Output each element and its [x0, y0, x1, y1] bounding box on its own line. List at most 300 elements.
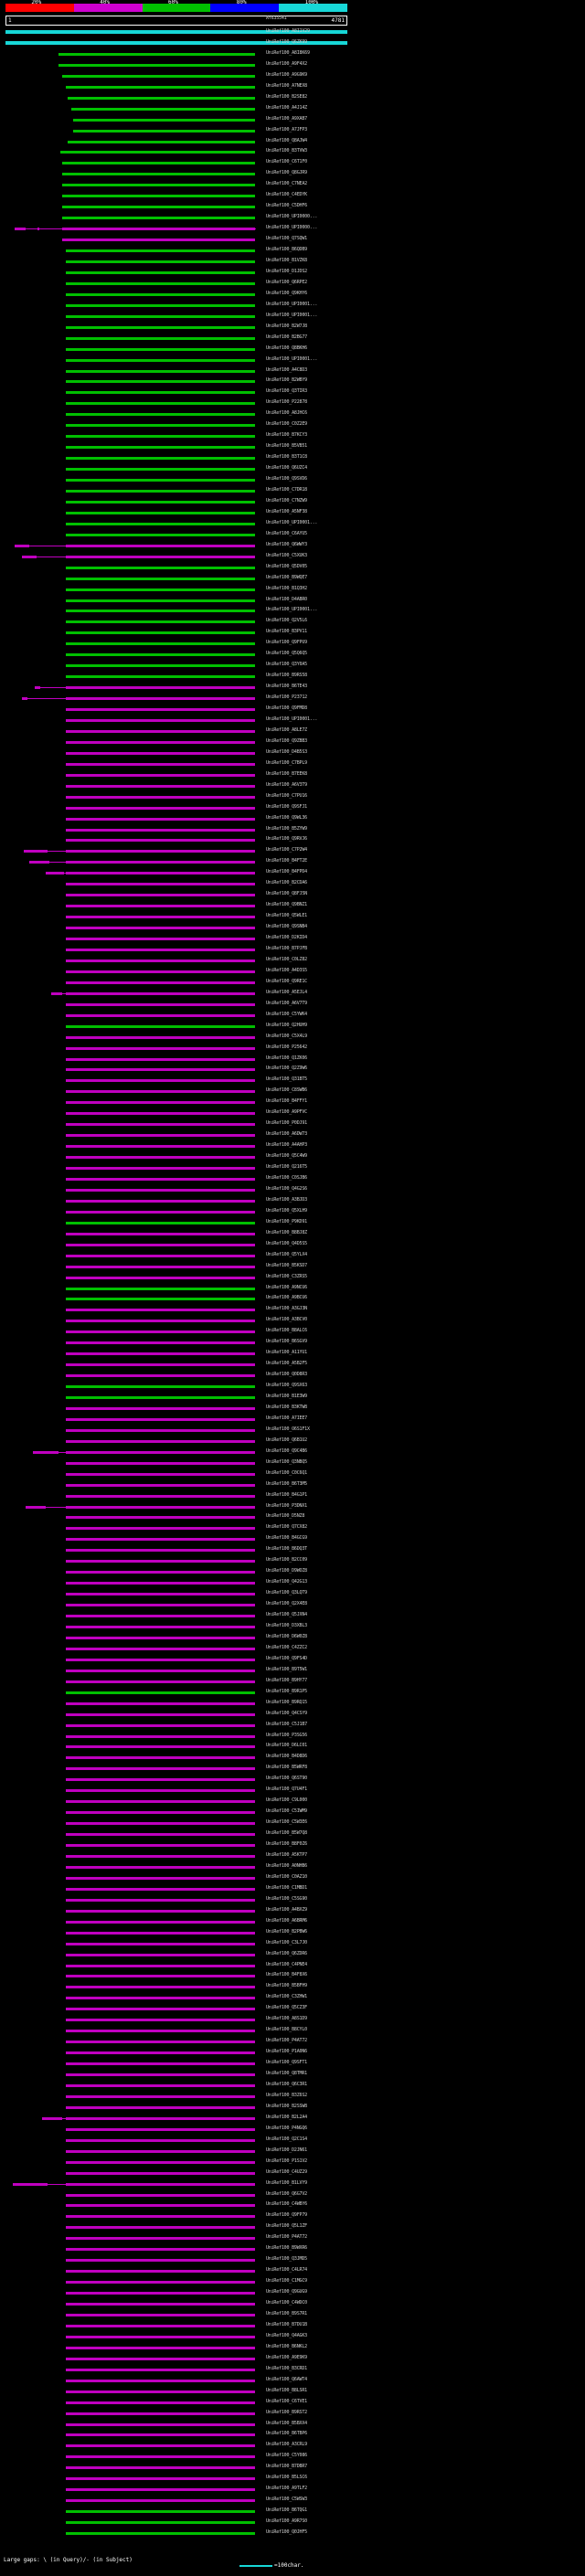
hit-segment[interactable]: [66, 1396, 255, 1399]
hit-row[interactable]: [0, 2453, 585, 2461]
hit-label[interactable]: UniRef100_Q9FP79: [266, 2212, 307, 2219]
hit-segment[interactable]: [62, 195, 255, 197]
hit-row[interactable]: [0, 957, 585, 965]
hit-row[interactable]: [0, 1754, 585, 1762]
hit-row[interactable]: [0, 498, 585, 506]
hit-row[interactable]: [0, 247, 585, 255]
hit-row[interactable]: [0, 684, 585, 692]
hit-label[interactable]: UniRef100_C0AZ10: [266, 1873, 307, 1880]
hit-row[interactable]: [0, 2267, 585, 2275]
hit-label[interactable]: UniRef100_Q5XLH9: [266, 1207, 307, 1214]
hit-segment[interactable]: [66, 2369, 255, 2371]
hit-row[interactable]: [0, 2475, 585, 2483]
hit-segment[interactable]: [66, 545, 255, 547]
hit-label[interactable]: UniRef100_D6LC01: [266, 1743, 307, 1749]
hit-label[interactable]: UniRef100_Q6G7V2: [266, 2190, 307, 2197]
hit-row[interactable]: [0, 694, 585, 703]
hit-row[interactable]: [0, 553, 585, 561]
hit-segment[interactable]: [66, 337, 255, 340]
hit-segment[interactable]: [66, 675, 255, 678]
hit-row[interactable]: [0, 2049, 585, 2057]
hit-segment[interactable]: [66, 883, 255, 885]
hit-segment[interactable]: [66, 2510, 255, 2513]
hit-label[interactable]: UniRef100_A6V7T9: [266, 1000, 307, 1006]
hit-row[interactable]: [0, 1361, 585, 1369]
hit-label[interactable]: UniRef100_Q9SNB4: [266, 924, 307, 930]
hit-segment[interactable]: [66, 2183, 255, 2186]
hit-row[interactable]: [0, 727, 585, 736]
hit-label[interactable]: UniRef100_C0Z2E9: [266, 421, 307, 428]
hit-row[interactable]: [0, 542, 585, 550]
hit-row[interactable]: [0, 924, 585, 932]
hit-label[interactable]: UniRef100_Q1ZK06: [266, 1055, 307, 1061]
hit-segment[interactable]: [66, 1298, 255, 1300]
hit-label[interactable]: UniRef100_Q9RVJ6: [266, 836, 307, 843]
hit-row[interactable]: [0, 334, 585, 343]
hit-segment[interactable]: [66, 642, 255, 645]
hit-label[interactable]: UniRef100_Q0D8R3: [266, 1372, 307, 1378]
hit-row[interactable]: [0, 1852, 585, 1860]
hit-label[interactable]: UniRef100_A3BCV0: [266, 1317, 307, 1323]
hit-label[interactable]: UniRef100_B6SGV9: [266, 1339, 307, 1345]
hit-label[interactable]: UniRef100_Q6ZDR6: [266, 1950, 307, 1956]
hit-row[interactable]: [0, 1426, 585, 1435]
hit-segment[interactable]: [66, 1320, 255, 1322]
hit-label[interactable]: UniRef100_UPI0001...: [266, 355, 318, 362]
hit-row[interactable]: [0, 2507, 585, 2516]
hit-label[interactable]: UniRef100_Q5DV05: [266, 563, 307, 569]
hit-row[interactable]: [0, 1972, 585, 1980]
hit-segment[interactable]: [66, 1670, 255, 1672]
hit-label[interactable]: UniRef100_B8BJ8Z: [266, 1229, 307, 1235]
hit-segment[interactable]: [66, 1571, 255, 1574]
hit-row[interactable]: [0, 1951, 585, 1959]
hit-segment[interactable]: [66, 424, 255, 427]
hit-label[interactable]: UniRef100_Q6ST90: [266, 1776, 307, 1782]
hit-row[interactable]: [0, 116, 585, 124]
hit-row[interactable]: [0, 1448, 585, 1457]
hit-label[interactable]: UniRef100_Q9SFJ1: [266, 803, 307, 810]
hit-label[interactable]: UniRef100_Q2V5L6: [266, 618, 307, 624]
hit-row[interactable]: [0, 1689, 585, 1697]
hit-segment[interactable]: [66, 468, 255, 471]
hit-row[interactable]: [0, 2060, 585, 2068]
hit-segment[interactable]: [66, 1899, 255, 1902]
hit-label[interactable]: UniRef100_C7NEA2: [266, 181, 307, 187]
hit-label[interactable]: UniRef100_UPI0000...: [266, 214, 318, 220]
hit-row[interactable]: [0, 1896, 585, 1904]
hit-label[interactable]: UniRef100_C7BPL9: [266, 759, 307, 766]
hit-segment[interactable]: [66, 1036, 255, 1039]
hit-row[interactable]: [0, 869, 585, 877]
hit-label[interactable]: UniRef100_B9S7R1: [266, 2311, 307, 2316]
hit-segment[interactable]: [58, 64, 255, 67]
hit-label[interactable]: UniRef100_B1E3W9: [266, 1394, 307, 1400]
hit-segment[interactable]: [66, 1986, 255, 1988]
hit-segment[interactable]: [66, 1484, 255, 1487]
hit-label[interactable]: UniRef100_B2L2A4: [266, 2114, 307, 2120]
hit-row[interactable]: [0, 1230, 585, 1238]
hit-label[interactable]: UniRef100_A5NF38: [266, 508, 307, 514]
hit-segment[interactable]: [24, 850, 48, 853]
hit-segment[interactable]: [66, 523, 255, 525]
hit-segment[interactable]: [66, 348, 255, 351]
hit-segment[interactable]: [62, 228, 255, 230]
hit-row[interactable]: [0, 127, 585, 135]
hit-segment[interactable]: [66, 1626, 255, 1628]
hit-label[interactable]: UniRef100_P0DJ91: [266, 1120, 307, 1127]
hit-segment[interactable]: [66, 1123, 255, 1126]
hit-label[interactable]: UniRef100_B4GCG9: [266, 1535, 307, 1542]
hit-segment[interactable]: [66, 1943, 255, 1945]
hit-row[interactable]: [0, 83, 585, 91]
hit-segment[interactable]: [66, 2030, 255, 2032]
hit-row[interactable]: [0, 990, 585, 998]
hit-segment[interactable]: [66, 1014, 255, 1017]
hit-segment[interactable]: [66, 2390, 255, 2393]
hit-segment[interactable]: [66, 1855, 255, 1858]
hit-row[interactable]: [0, 2322, 585, 2330]
hit-row[interactable]: [0, 1830, 585, 1839]
hit-segment[interactable]: [66, 1495, 255, 1498]
hit-segment[interactable]: [66, 741, 255, 744]
hit-label[interactable]: UniRef100_Q2Z9W6: [266, 1065, 307, 1072]
hit-row[interactable]: [0, 2442, 585, 2450]
hit-row[interactable]: [0, 2421, 585, 2429]
hit-label[interactable]: UniRef100_A7NEX8: [266, 82, 307, 89]
hit-segment[interactable]: [66, 556, 255, 558]
hit-label[interactable]: UniRef100_B2CDA6: [266, 880, 307, 886]
hit-label[interactable]: UniRef100_C8SWB6: [266, 1087, 307, 1094]
hit-segment[interactable]: [66, 2237, 255, 2240]
hit-segment[interactable]: [66, 1506, 255, 1509]
hit-row[interactable]: [0, 1645, 585, 1653]
hit-segment[interactable]: [66, 959, 255, 962]
hit-segment[interactable]: [66, 2521, 255, 2524]
hit-label[interactable]: UniRef100_Q9SFT1: [266, 2060, 307, 2066]
hit-row[interactable]: [0, 258, 585, 266]
hit-label[interactable]: UniRef100_B6DQ3T: [266, 1546, 307, 1553]
hit-row[interactable]: [0, 2071, 585, 2079]
hit-row[interactable]: [0, 738, 585, 747]
hit-label[interactable]: UniRef100_Q8FJ5N: [266, 891, 307, 897]
hit-label[interactable]: UniRef100_Q6AWT4: [266, 2376, 307, 2382]
hit-segment[interactable]: [66, 2150, 255, 2153]
hit-row[interactable]: [0, 280, 585, 288]
hit-segment[interactable]: [66, 818, 255, 821]
hit-segment[interactable]: [60, 151, 255, 154]
hit-row[interactable]: [0, 2344, 585, 2352]
hit-segment[interactable]: [66, 1866, 255, 1869]
hit-row[interactable]: [0, 225, 585, 233]
hit-label[interactable]: UniRef100_A5B2F5: [266, 1361, 307, 1367]
hit-segment[interactable]: [66, 1112, 255, 1115]
hit-label[interactable]: UniRef100_Q6ZK99: [266, 38, 307, 45]
hit-row[interactable]: [0, 181, 585, 189]
hit-segment[interactable]: [66, 1954, 255, 1956]
hit-row[interactable]: [0, 804, 585, 812]
hit-segment[interactable]: [66, 1560, 255, 1563]
hit-label[interactable]: UniRef100_B6TBP6: [266, 2431, 307, 2437]
hit-row[interactable]: [0, 1415, 585, 1424]
hit-segment[interactable]: [66, 1527, 255, 1530]
hit-segment[interactable]: [66, 1767, 255, 1770]
hit-row[interactable]: [0, 2496, 585, 2505]
hit-row[interactable]: [0, 1492, 585, 1500]
hit-label[interactable]: UniRef100_B6QDB9: [266, 247, 307, 253]
hit-label[interactable]: UniRef100_B9R1P5: [266, 1688, 307, 1694]
hit-label[interactable]: UniRef100_Q42G13: [266, 1579, 307, 1585]
hit-segment[interactable]: [66, 774, 255, 777]
hit-row[interactable]: [0, 2016, 585, 2024]
hit-label[interactable]: UniRef100_C0SJB6: [266, 1174, 307, 1181]
hit-segment[interactable]: [66, 2380, 255, 2382]
hit-label[interactable]: UniRef100_C0C6Q1: [266, 1469, 307, 1476]
hit-segment[interactable]: [66, 402, 255, 405]
hit-row[interactable]: [0, 1405, 585, 1413]
hit-label[interactable]: UniRef100_C3ZHW1: [266, 1994, 307, 2000]
hit-row[interactable]: [0, 1678, 585, 1686]
hit-label[interactable]: UniRef100_UPI0001...: [266, 301, 318, 307]
hit-label[interactable]: UniRef100_B8ALC6: [266, 1328, 307, 1334]
hit-label[interactable]: UniRef100_P3SG56: [266, 1732, 307, 1738]
hit-segment[interactable]: [66, 501, 255, 504]
hit-row[interactable]: [0, 1929, 585, 1937]
hit-label[interactable]: UniRef100_UPI0001...: [266, 607, 318, 613]
hit-label[interactable]: UniRef100_C4ZZC2: [266, 1644, 307, 1650]
hit-label[interactable]: UniRef100_A9NCU6: [266, 1284, 307, 1290]
hit-label[interactable]: UniRef100_Q9ZBB3: [266, 737, 307, 744]
hit-row[interactable]: [0, 629, 585, 637]
hit-segment[interactable]: [37, 228, 39, 230]
hit-row[interactable]: [0, 1437, 585, 1446]
hit-label[interactable]: UniRef100_Q4AGK3: [266, 2332, 307, 2338]
hit-label[interactable]: UniRef100_B4FPD4: [266, 869, 307, 875]
hit-label[interactable]: UniRef100_P4AT72: [266, 2234, 307, 2241]
hit-row[interactable]: [0, 2093, 585, 2101]
hit-label[interactable]: UniRef100_UPI0001...: [266, 716, 318, 722]
hit-label[interactable]: UniRef100_UPI0001...: [266, 519, 318, 525]
hit-label[interactable]: UniRef100_A4J14Z: [266, 104, 307, 111]
hit-label[interactable]: UniRef100_B9WXR6: [266, 2245, 307, 2252]
hit-label[interactable]: UniRef100_Q9FMD8: [266, 705, 307, 712]
hit-row[interactable]: [0, 28, 585, 37]
hit-segment[interactable]: [66, 2532, 255, 2535]
hit-label[interactable]: UniRef100_A0NHB6: [266, 1862, 307, 1869]
hit-segment[interactable]: [35, 686, 40, 689]
hit-row[interactable]: [0, 2366, 585, 2374]
hit-segment[interactable]: [66, 1090, 255, 1093]
hit-label[interactable]: UniRef100_B9RST2: [266, 2409, 307, 2415]
hit-label[interactable]: UniRef100_Q7U4F1: [266, 1786, 307, 1793]
hit-label[interactable]: UniRef100_A7JFP3: [266, 126, 307, 133]
hit-row[interactable]: [0, 826, 585, 834]
hit-label[interactable]: UniRef100_A3BJD3: [266, 1196, 307, 1203]
hit-segment[interactable]: [66, 2204, 255, 2207]
hit-label[interactable]: UniRef100_B8LSR1: [266, 2387, 307, 2393]
hit-segment[interactable]: [15, 228, 26, 230]
hit-segment[interactable]: [66, 1047, 255, 1050]
hit-label[interactable]: UniRef100_Q9RE1C: [266, 978, 307, 984]
hit-label[interactable]: UniRef100_C5X4L9: [266, 1033, 307, 1039]
hit-row[interactable]: [0, 410, 585, 419]
hit-label[interactable]: UniRef100_D9WOZ8: [266, 1568, 307, 1574]
hit-label[interactable]: UniRef100_C7DR18: [266, 486, 307, 493]
hit-label[interactable]: UniRef100_C6TVE1: [266, 2398, 307, 2404]
hit-row[interactable]: [0, 192, 585, 200]
hit-label[interactable]: UniRef100_B7KCY3: [266, 432, 307, 439]
hit-row[interactable]: [0, 487, 585, 495]
hit-segment[interactable]: [66, 2194, 255, 2197]
hit-row[interactable]: [0, 1241, 585, 1249]
hit-label[interactable]: UniRef100_C5WSW3: [266, 2496, 307, 2503]
hit-row[interactable]: [0, 432, 585, 440]
hit-label[interactable]: UniRef100_Q7SQW1: [266, 236, 307, 242]
hit-row[interactable]: [0, 1252, 585, 1260]
hit-label[interactable]: UniRef100_Q5YLX4: [266, 1251, 307, 1257]
hit-segment[interactable]: [66, 2062, 255, 2065]
hit-segment[interactable]: [66, 1637, 255, 1639]
hit-row[interactable]: [0, 1819, 585, 1828]
hit-row[interactable]: [0, 1907, 585, 1915]
hit-segment[interactable]: [66, 293, 255, 296]
hit-row[interactable]: [0, 236, 585, 244]
hit-segment[interactable]: [66, 1222, 255, 1224]
hit-row[interactable]: [0, 782, 585, 790]
hit-label[interactable]: UniRef100_B7PJFB: [266, 945, 307, 951]
hit-row[interactable]: [0, 1808, 585, 1817]
hit-row[interactable]: [0, 170, 585, 178]
hit-segment[interactable]: [66, 86, 255, 89]
hit-segment[interactable]: [66, 435, 255, 438]
hit-label[interactable]: UniRef100_B3CRD1: [266, 2365, 307, 2371]
hit-segment[interactable]: [66, 1440, 255, 1443]
hit-row[interactable]: [0, 858, 585, 866]
hit-label[interactable]: UniRef100_Q4G2S6: [266, 1185, 307, 1192]
hit-row[interactable]: [0, 564, 585, 572]
hit-segment[interactable]: [66, 620, 255, 623]
hit-row[interactable]: [0, 2256, 585, 2264]
hit-label[interactable]: UniRef100_B3TVW3: [266, 148, 307, 154]
hit-row[interactable]: [0, 1918, 585, 1926]
hit-label[interactable]: UniRef100_B7DBR7: [266, 2464, 307, 2470]
hit-segment[interactable]: [66, 1200, 255, 1203]
hit-row[interactable]: [0, 1841, 585, 1850]
hit-label[interactable]: UniRef100_Q6RPE2: [266, 279, 307, 285]
hit-row[interactable]: [0, 749, 585, 758]
hit-segment[interactable]: [66, 2477, 255, 2480]
hit-segment[interactable]: [62, 217, 255, 219]
hit-label[interactable]: UniRef100_Q0JHF5: [266, 2529, 307, 2536]
hit-segment[interactable]: [66, 1385, 255, 1388]
hit-segment[interactable]: [46, 872, 64, 875]
hit-label[interactable]: UniRef100_B8F0Z6: [266, 1841, 307, 1848]
hit-label[interactable]: UniRef100_A4AHP3: [266, 1142, 307, 1149]
hit-segment[interactable]: [66, 916, 255, 918]
hit-row[interactable]: [0, 1394, 585, 1402]
hit-row[interactable]: [0, 618, 585, 626]
hit-label[interactable]: UniRef100_B4FT2E: [266, 858, 307, 864]
hit-row[interactable]: [0, 705, 585, 714]
hit-segment[interactable]: [66, 631, 255, 634]
hit-label[interactable]: UniRef100_B2SSW8: [266, 2103, 307, 2109]
hit-label[interactable]: UniRef100_B4F8X6: [266, 1972, 307, 1978]
hit-label[interactable]: UniRef100_B9RS58: [266, 673, 307, 679]
hit-row[interactable]: [0, 454, 585, 462]
hit-label[interactable]: UniRef100_B8CYL0: [266, 2027, 307, 2033]
hit-label[interactable]: UniRef100_C5IWM9: [266, 1808, 307, 1815]
hit-row[interactable]: [0, 443, 585, 451]
hit-row[interactable]: [0, 2529, 585, 2538]
hit-label[interactable]: UniRef100_B5BFH9: [266, 1983, 307, 1989]
hit-row[interactable]: [0, 716, 585, 725]
hit-row[interactable]: [0, 640, 585, 648]
hit-row[interactable]: [0, 399, 585, 408]
hit-row[interactable]: [0, 1306, 585, 1314]
hit-row[interactable]: [0, 1372, 585, 1380]
hit-segment[interactable]: [66, 2412, 255, 2415]
hit-segment[interactable]: [66, 2466, 255, 2469]
hit-label[interactable]: UniRef100_C4WBY6: [266, 2201, 307, 2208]
hit-segment[interactable]: [66, 1691, 255, 1694]
hit-row[interactable]: [0, 1001, 585, 1009]
hit-label[interactable]: UniRef100_B6TQG1: [266, 2507, 307, 2514]
hit-segment[interactable]: [66, 567, 255, 569]
hit-row[interactable]: [0, 291, 585, 299]
hit-label[interactable]: UniRef100_A6V3T9: [266, 781, 307, 788]
hit-segment[interactable]: [66, 1233, 255, 1235]
hit-row[interactable]: [0, 1459, 585, 1468]
hit-segment[interactable]: [66, 664, 255, 667]
hit-row[interactable]: [0, 1153, 585, 1161]
hit-label[interactable]: UniRef100_B5KSD7: [266, 1262, 307, 1268]
hit-label[interactable]: UniRef100_A9G9K9: [266, 71, 307, 78]
hit-segment[interactable]: [66, 1101, 255, 1104]
hit-row[interactable]: [0, 203, 585, 211]
hit-segment[interactable]: [66, 1713, 255, 1716]
hit-segment[interactable]: [66, 872, 255, 875]
hit-label[interactable]: UniRef100_C5J1B7: [266, 1721, 307, 1727]
hit-row[interactable]: [0, 1120, 585, 1129]
hit-row[interactable]: [0, 2399, 585, 2407]
hit-row[interactable]: [0, 1962, 585, 1970]
hit-segment[interactable]: [66, 2095, 255, 2098]
hit-label[interactable]: UniRef100_B9WQE7: [266, 574, 307, 580]
hit-label[interactable]: UniRef100_C6AYU5: [266, 530, 307, 536]
hit-segment[interactable]: [66, 1341, 255, 1344]
hit-segment[interactable]: [66, 839, 255, 842]
hit-row[interactable]: [0, 2147, 585, 2156]
hit-row[interactable]: [0, 662, 585, 670]
hit-label[interactable]: UniRef100_C5Y086: [266, 2453, 307, 2459]
hit-row[interactable]: [0, 1055, 585, 1064]
hit-label[interactable]: UniRef100_B9HY77: [266, 1677, 307, 1683]
hit-row[interactable]: [0, 1776, 585, 1784]
hit-label[interactable]: UniRef100_A9R7S0: [266, 2518, 307, 2525]
hit-label[interactable]: UniRef100_C5W3E6: [266, 1819, 307, 1826]
hit-segment[interactable]: [66, 249, 255, 252]
hit-row[interactable]: [0, 1667, 585, 1675]
hit-row[interactable]: [0, 1656, 585, 1664]
hit-row[interactable]: [0, 1711, 585, 1719]
hit-segment[interactable]: [66, 2444, 255, 2447]
hit-segment[interactable]: [66, 697, 255, 700]
hit-segment[interactable]: [58, 53, 255, 56]
hit-row[interactable]: [0, 1350, 585, 1358]
hit-row[interactable]: [0, 1579, 585, 1587]
hit-segment[interactable]: [66, 1877, 255, 1880]
hit-label[interactable]: UniRef100_C0LZ82: [266, 956, 307, 962]
